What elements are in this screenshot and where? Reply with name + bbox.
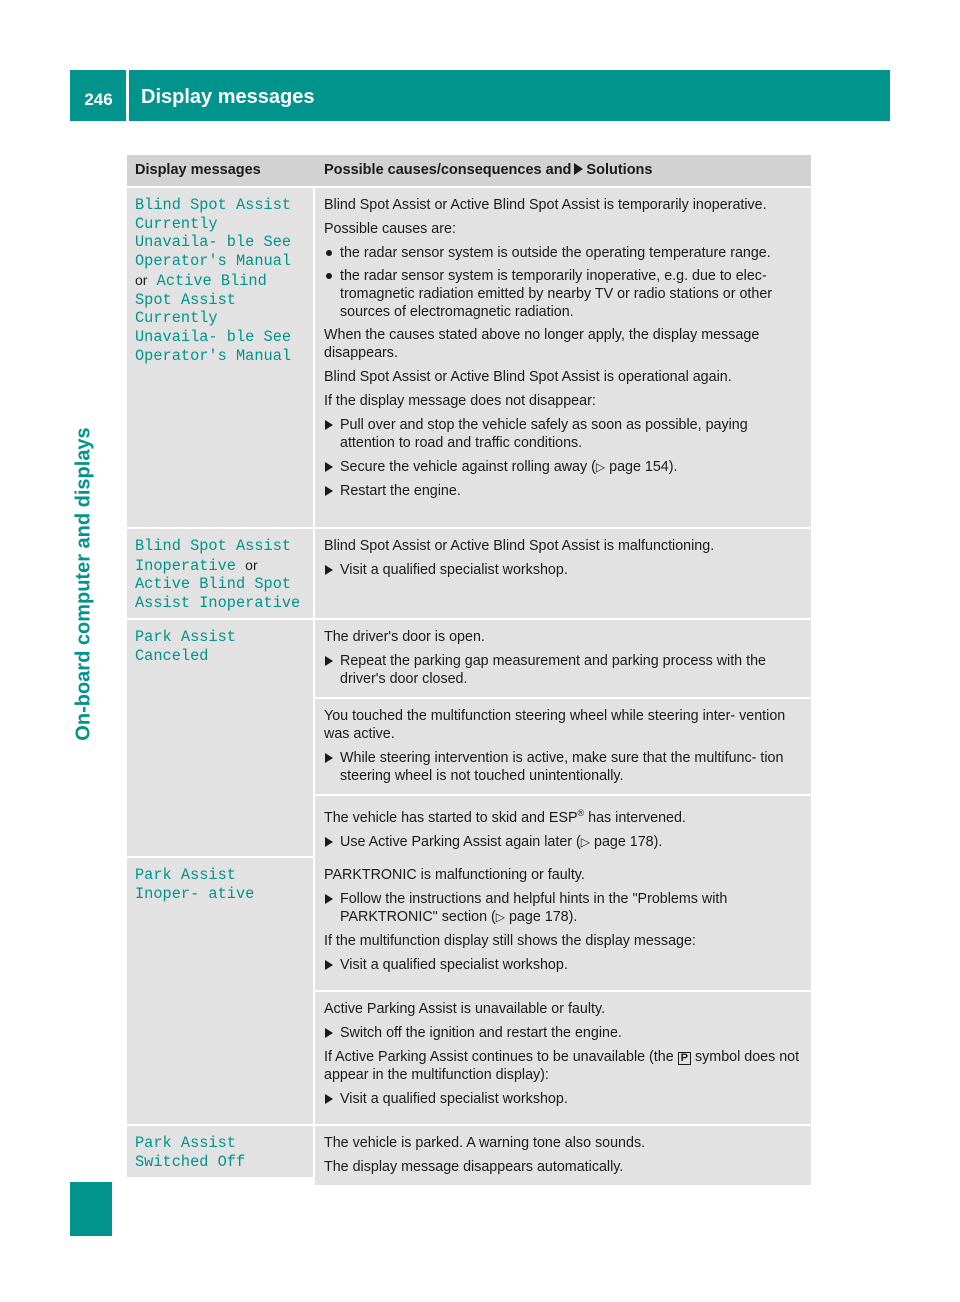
cause-block <box>315 699 811 794</box>
cause-block <box>315 858 811 990</box>
page-ref-icon: ▷ <box>495 910 505 924</box>
solutions-cell <box>315 620 811 856</box>
display-message-text: Blind Spot Assist Currently Unavaila‐ ble See Operator's Manual <box>135 196 292 271</box>
table-row <box>127 1126 811 1177</box>
cause-block <box>315 1126 811 1185</box>
page-title: Display messages <box>141 86 315 108</box>
display-message-text: Park Assist Inoper‐ ative <box>135 866 255 903</box>
col-header-causes-text: Possible causes/consequences and <box>324 162 572 178</box>
col-header-messages: Display messages <box>135 162 261 178</box>
cause-text: The display message disappears automatically. <box>324 1159 624 1175</box>
display-message-text: Blind Spot Assist Inoperative <box>135 537 292 575</box>
side-tab-title: On-board computer and displays <box>72 427 95 741</box>
cause-text: If the display message does not disappear: <box>324 393 596 409</box>
solution-step: Visit a qualified specialist workshop. <box>324 1090 805 1108</box>
cause-text: Blind Spot Assist or Active Blind Spot Assist is temporarily inoperative. <box>324 197 767 213</box>
solutions-cell <box>315 529 811 618</box>
solution-step-text: Secure the vehicle against rolling away ( <box>340 459 596 475</box>
display-message-cell <box>127 188 313 527</box>
solutions-cell <box>315 1126 811 1177</box>
cause-text <box>324 804 805 827</box>
solution-step: Restart the engine. <box>324 482 805 500</box>
arrow-right-icon <box>574 163 583 175</box>
cause-block <box>315 992 811 1124</box>
bullet-item: the radar sensor system is temporarily inoperative, e.g. due to elec- tromagnetic radiation emitted by nearby TV or radio stations or other sources of electromagnetic radiation. <box>324 267 805 321</box>
solution-step: Pull over and stop the vehicle safely as soon as possible, paying attention to road and traffic conditions. <box>324 416 805 452</box>
solution-step-text: Follow the instructions and helpful hints in the "Problems with PARKTRONIC" section ( <box>340 891 728 925</box>
cause-text: Blind Spot Assist or Active Blind Spot Assist is operational again. <box>324 369 732 385</box>
table-row <box>127 188 811 527</box>
page-number: 246 <box>84 90 113 109</box>
solution-step: Repeat the parking gap measurement and parking process with the driver's door closed. <box>324 652 805 688</box>
cause-text <box>324 1048 805 1084</box>
or-text: or <box>245 556 258 573</box>
cause-text-part: symbol does not appear in the multifunction display): <box>324 1049 800 1083</box>
page-ref-icon: ▷ <box>595 460 606 474</box>
solutions-cell <box>315 188 811 527</box>
cause-block <box>315 188 811 527</box>
cause-text-part: The vehicle has started to skid and ESP <box>324 809 578 826</box>
table-row <box>127 858 811 1124</box>
display-message-text: Park Assist Canceled <box>135 628 236 665</box>
solution-step-text: Use Active Parking Assist again later ( <box>340 833 581 850</box>
table-header <box>127 155 811 186</box>
cause-text-part: If Active Parking Assist continues to be unavailable (the <box>324 1049 674 1065</box>
solution-step <box>324 890 805 926</box>
display-message-cell <box>127 620 313 856</box>
cause-text: PARKTRONIC is malfunctioning or faulty. <box>324 867 585 883</box>
cause-text: Active Parking Assist is unavailable or faulty. <box>324 1001 606 1017</box>
solution-step: Switch off the ignition and restart the engine. <box>324 1024 805 1042</box>
solution-step: Visit a qualified specialist workshop. <box>324 561 805 579</box>
parking-symbol-icon: P <box>678 1052 691 1065</box>
cause-text: Blind Spot Assist or Active Blind Spot Assist is malfunctioning. <box>324 538 715 554</box>
table-row <box>127 620 811 856</box>
side-tab-marker <box>70 1182 112 1236</box>
page-ref-icon: ▷ <box>580 834 591 849</box>
bullet-item: the radar sensor system is outside the operating temperature range. <box>324 244 805 262</box>
cause-text: The driver's door is open. <box>324 629 485 645</box>
or-text: or <box>135 271 148 288</box>
display-message-cell <box>127 858 313 1124</box>
registered-mark: ® <box>577 808 585 818</box>
display-message-text: Active Blind Spot Assist Inoperative <box>135 575 301 613</box>
solution-step <box>324 833 805 851</box>
table-row <box>127 529 811 618</box>
cause-text-part: has intervened. <box>584 809 686 826</box>
display-messages-table <box>127 155 811 1179</box>
display-message-text: Active Blind Spot Assist Currently Unavaila‐ ble See Operator's Manual <box>135 271 292 365</box>
cause-text: The vehicle is parked. A warning tone also sounds. <box>324 1135 646 1151</box>
display-message-text: Park Assist Switched Off <box>135 1134 246 1171</box>
col-header-solutions-text: Solutions <box>586 162 653 178</box>
page-reference: page 178). <box>594 833 663 850</box>
solution-step: While steering intervention is active, make sure that the multifunc- tion steering wheel is not touched unintentionally. <box>324 749 805 785</box>
page-reference: page 178). <box>508 909 578 925</box>
display-message-cell <box>127 1126 313 1177</box>
cause-text: You touched the multifunction steering wheel while steering inter- vention was active. <box>324 708 786 742</box>
col-header-causes <box>315 155 811 186</box>
solution-step: Visit a qualified specialist workshop. <box>324 956 805 974</box>
cause-text: If the multifunction display still shows the display message: <box>324 933 696 949</box>
page-reference: page 154). <box>609 459 678 475</box>
cause-text: When the causes stated above no longer apply, the display message disappears. <box>324 327 760 361</box>
solutions-cell <box>315 858 811 1124</box>
cause-block <box>315 796 811 860</box>
cause-text: Possible causes are: <box>324 221 456 237</box>
cause-block <box>315 620 811 697</box>
display-message-cell <box>127 529 313 618</box>
solution-step <box>324 458 805 476</box>
cause-block <box>315 529 811 618</box>
header-divider <box>126 70 129 121</box>
